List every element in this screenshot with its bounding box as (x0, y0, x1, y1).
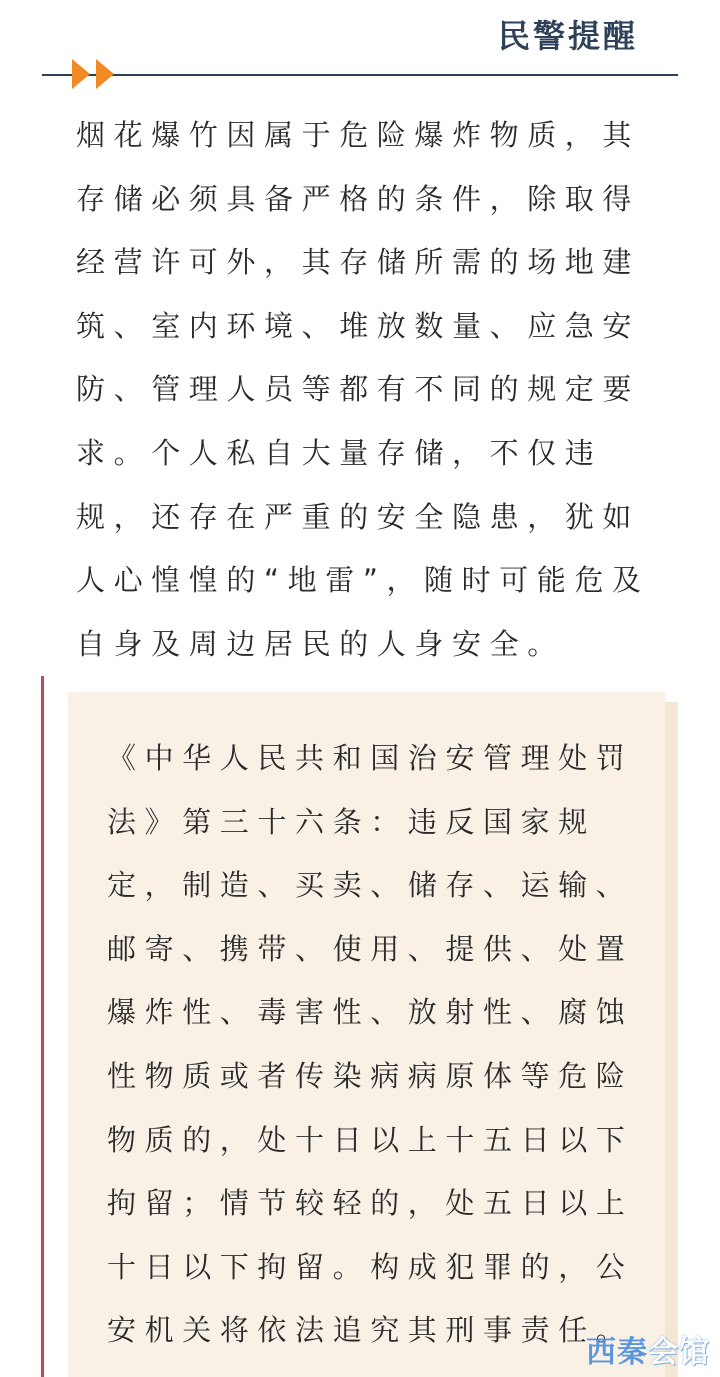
watermark-part-2: 会馆 (648, 1335, 710, 1370)
section-title: 民警提醒 (497, 17, 638, 55)
header-divider (42, 74, 678, 76)
law-quote-text: 《中华人民共和国治安管理处罚法》第三十六条：违反国家规定，制造、买卖、储存、运输、邮寄、携带、使用、提供、处置爆炸性、毒害性、放射性、腐蚀性物质或者传染病病原体等危险物质的，处十日以上十五日以下拘留；情节较轻的，处五日以上十日以下拘留。构成犯罪的，公安机关将依法追究其刑事责任。 (107, 741, 634, 1348)
accent-side-line (41, 676, 44, 1377)
double-chevron-right-icon (72, 59, 122, 89)
main-paragraph: 烟花爆竹因属于危险爆炸物质，其存储必须具备严格的条件，除取得经营许可外，其存储所需的场地建筑、室内环境、堆放数量、应急安防、管理人员等都有不同的规定要求。个人私自大量存储，不仅违规，还存在严重的安全隐患，犹如人心惶惶的“地雷”，随时可能危及自身及周边居民的人身安全。 (76, 118, 650, 661)
watermark-logo (586, 1335, 710, 1371)
watermark-part-1: 西秦 (586, 1335, 648, 1370)
